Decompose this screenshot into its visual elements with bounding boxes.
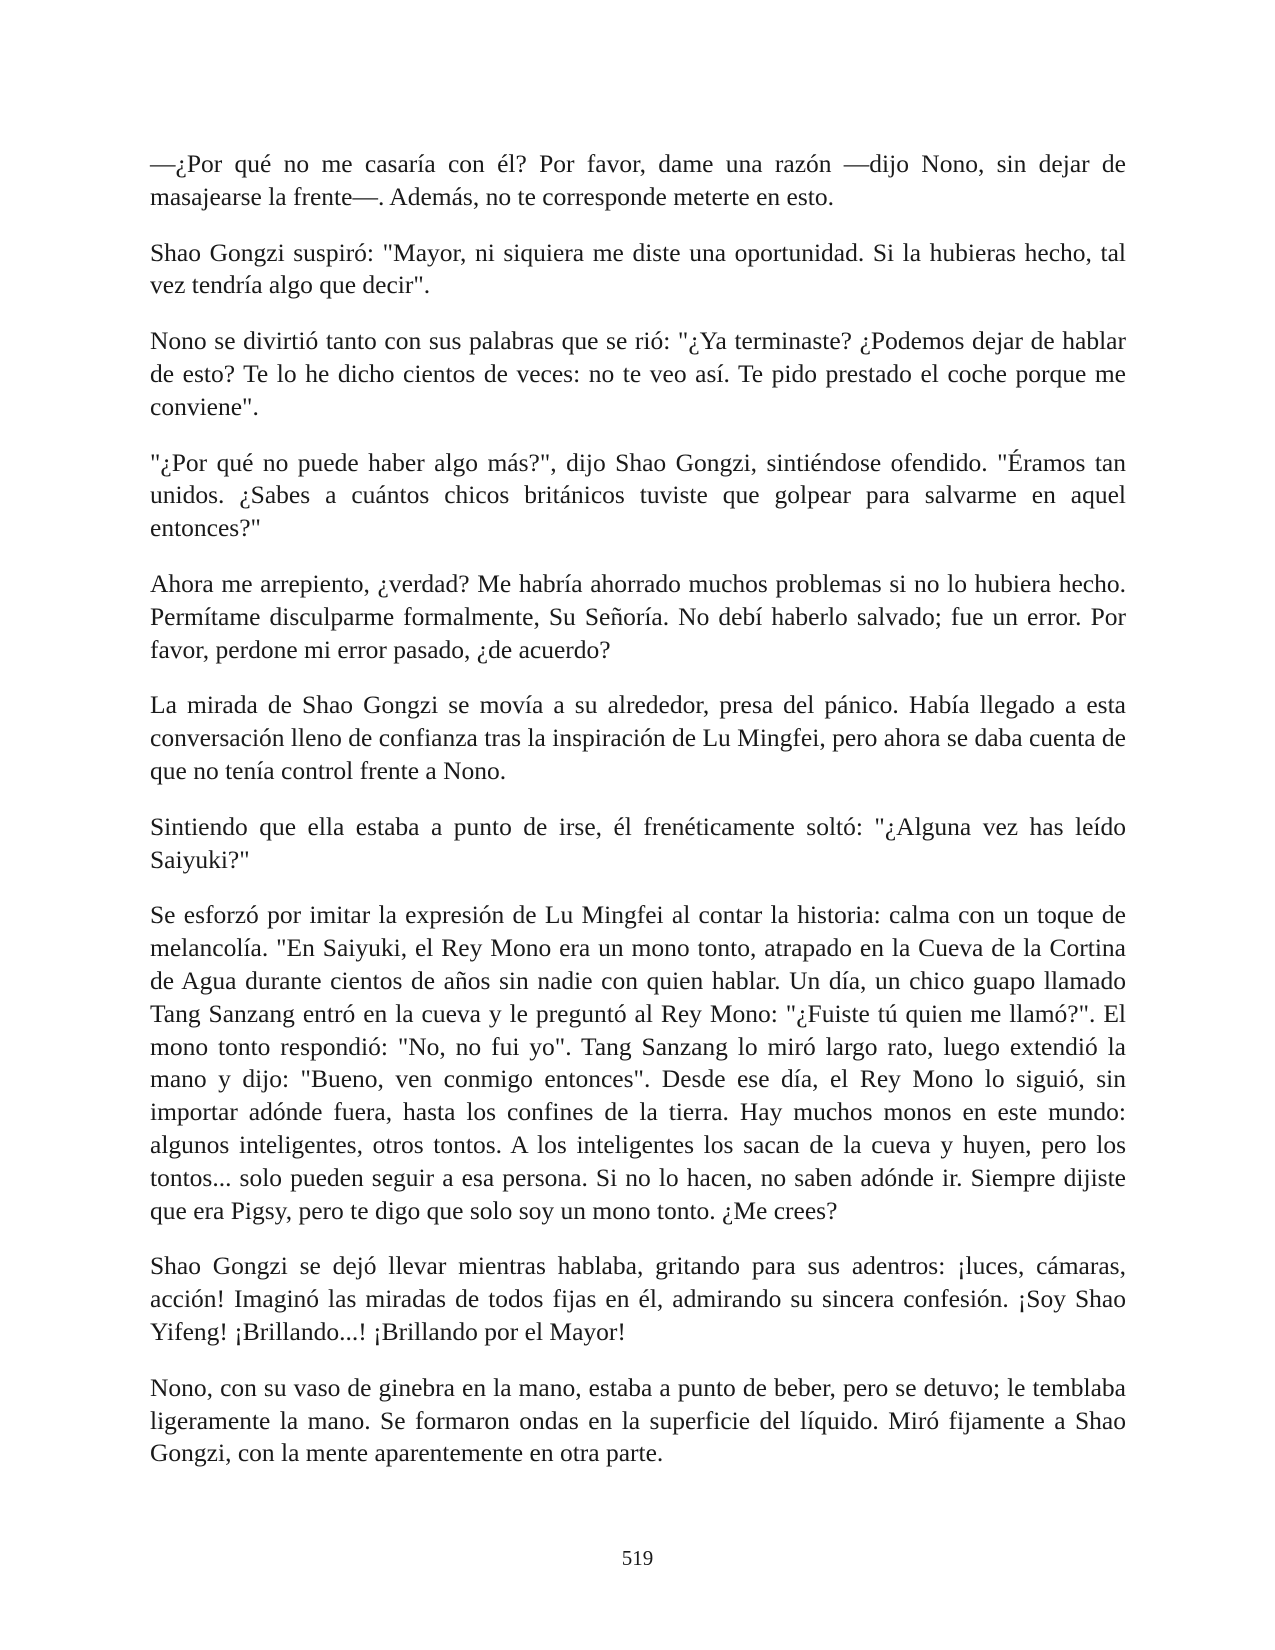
paragraph-2: Shao Gongzi suspiró: "Mayor, ni siquiera me diste una oportunidad. Si la hubieras hecho, tal vez tendría algo que decir". xyxy=(150,237,1126,300)
paragraph-8: Se esforzó por imitar la expresión de Lu Mingfei al contar la historia: calma con un toque de melancolía. "En Saiyuki, el Rey Mono era un mono tonto, atrapado en la Cueva de la Cortina de Agua durante cientos de años sin nadie con quien hablar. Un día, un chico guapo llamado Tang Sanzang entró en la cueva y le preguntó al Rey Mono: "¿Fuiste tú quien me llamó?". El mono tonto respondió: "No, no fui yo". Tang Sanzang lo miró largo rato, luego extendió la mano y dijo: "Bueno, ven conmigo entonces". Desde ese día, el Rey Mono lo siguió, sin importar adónde fuera, hasta los confines de la tierra. Hay muchos monos en este mundo: algunos inteligentes, otros tontos. A los inteligentes los sacan de la cueva y huyen, pero los tontos... solo pueden seguir a esa persona. Si no lo hacen, no saben adónde ir. Siempre dijiste que era Pigsy, pero te digo que solo soy un mono tonto. ¿Me crees? xyxy=(150,900,1126,1225)
paragraph-1: —¿Por qué no me casaría con él? Por favor, dame una razón —dijo Nono, sin dejar de masajearse la frente—. Además, no te corresponde meterte en esto. xyxy=(150,149,1126,211)
paragraph-6: La mirada de Shao Gongzi se movía a su alrededor, presa del pánico. Había llegado a esta conversación lleno de confianza tras la inspiración de Lu Mingfei, pero ahora se daba cuenta de que no tenía control frente a Nono. xyxy=(150,690,1126,785)
paragraph-7: Sintiendo que ella estaba a punto de irse, él frenéticamente soltó: "¿Alguna vez has leído Saiyuki?" xyxy=(150,811,1126,874)
paragraph-9: Shao Gongzi se dejó llevar mientras hablaba, gritando para sus adentros: ¡luces, cámaras, acción! Imaginó las miradas de todos fijas en él, admirando su sincera confesión. ¡Soy Shao Yifeng! ¡Brillando...! ¡Brillando por el Mayor! xyxy=(150,1251,1126,1346)
page-number: 519 xyxy=(621,1546,654,1570)
paragraph-10: Nono, con su vaso de ginebra en la mano, estaba a punto de beber, pero se detuvo; le temblaba ligeramente la mano. Se formaron ondas en la superficie del líquido. Miró fijamente a Shao Gongzi, con la mente aparentemente en otra parte. xyxy=(150,1372,1126,1468)
paragraph-3: Nono se divirtió tanto con sus palabras que se rió: "¿Ya terminaste? ¿Podemos dejar de hablar de esto? Te lo he dicho cientos de veces: no te veo así. Te pido prestado el coche porque me conviene". xyxy=(150,326,1126,421)
body-text xyxy=(150,148,1126,1470)
paragraph-5: Ahora me arrepiento, ¿verdad? Me habría ahorrado muchos problemas si no lo hubiera hecho. Permítame disculparme formalmente, Su Señoría. No debí haberlo salvado; fue un error. Por favor, perdone mi error pasado, ¿de acuerdo? xyxy=(150,568,1126,664)
paragraph-4: "¿Por qué no puede haber algo más?", dijo Shao Gongzi, sintiéndose ofendido. "Éramos tan unidos. ¿Sabes a cuántos chicos británicos tuviste que golpear para salvarme en aquel entonces?" xyxy=(150,447,1126,543)
